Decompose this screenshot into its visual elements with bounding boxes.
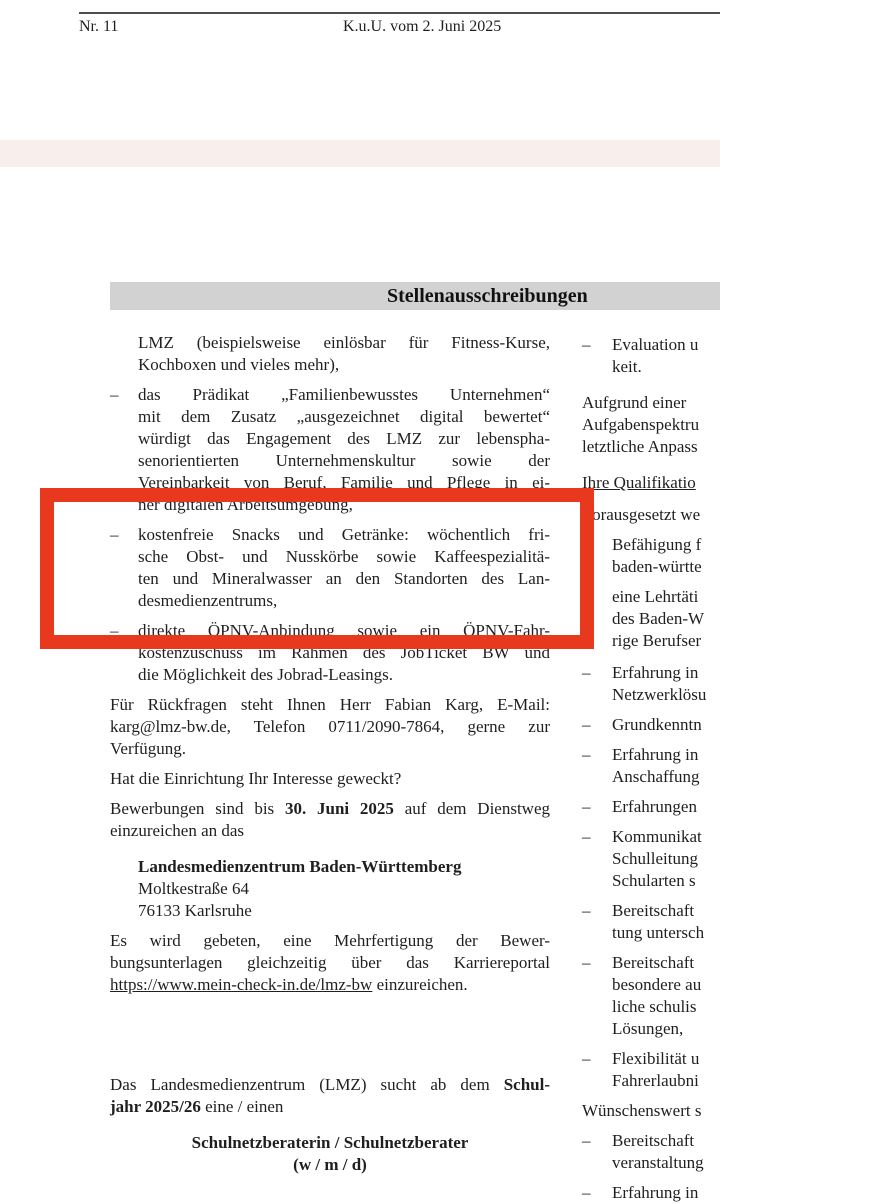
text-fragment: Bereitschaft bbox=[612, 953, 695, 972]
text-line: des Baden-W bbox=[612, 609, 705, 628]
top-band bbox=[0, 140, 720, 167]
text-fragment: einzureichen. bbox=[372, 975, 468, 994]
qualification-item bbox=[582, 744, 882, 788]
bullet-dash: – bbox=[110, 385, 119, 404]
highlight-annotation bbox=[40, 488, 594, 649]
deadline-date: 30. Juni 2025 bbox=[284, 799, 394, 818]
text-fragment: Erfahrung in bbox=[612, 1183, 699, 1202]
job-title-line: Schulnetzberaterin / Schulnetzberater bbox=[191, 1133, 469, 1152]
text-line: Aufgrund einer bbox=[582, 393, 687, 412]
bullet-dash: – bbox=[110, 621, 119, 640]
text-line: Netzwerklösu bbox=[612, 685, 707, 704]
text-line: bungsunterlagen gleichzeitig über das Karriereportal bbox=[110, 953, 550, 972]
text-line: Aufgabenspektru bbox=[582, 415, 700, 434]
text-line bbox=[582, 662, 882, 684]
text-fragment: auf dem Dienstweg bbox=[393, 799, 550, 818]
bullet-dash: – bbox=[582, 1131, 591, 1150]
text-line: Schularten s bbox=[612, 871, 696, 890]
bullet-dash: – bbox=[582, 901, 591, 920]
qualification-item bbox=[582, 796, 882, 818]
text-line: mit dem Zusatz „ausgezeichnet digital bewertet“ bbox=[138, 407, 550, 426]
text-fragment: Bewerbungen sind bis bbox=[110, 799, 285, 818]
text-line: sche Obst- und Nusskörbe sowie Kaffeespezialitä- bbox=[138, 547, 550, 566]
text-line: Schulleitung bbox=[612, 849, 698, 868]
qualification-item bbox=[582, 714, 882, 736]
journal-title: K.u.U. vom 2. Juni 2025 bbox=[343, 18, 502, 35]
header-rule bbox=[79, 12, 720, 14]
qualification-item bbox=[582, 1048, 882, 1092]
text-fragment: Flexibilität u bbox=[612, 1049, 700, 1068]
text-fragment: direkte ÖPNV-Anbindung sowie ein ÖPNV-Fahr- bbox=[138, 621, 550, 640]
text-line bbox=[110, 1096, 550, 1118]
text-line bbox=[582, 744, 882, 766]
text-line: Wünschenswert s bbox=[582, 1101, 702, 1120]
text-line bbox=[582, 1048, 882, 1070]
address-block bbox=[110, 856, 550, 922]
text-line bbox=[582, 826, 882, 848]
text-line: rige Berufser bbox=[612, 631, 702, 650]
paragraph-intro bbox=[110, 332, 550, 376]
text-line bbox=[582, 796, 882, 818]
bullet-dash: – bbox=[110, 525, 119, 544]
text-line: ner digitalen Arbeitsumgebung, bbox=[138, 495, 353, 514]
text-fragment: das Prädikat „Familienbewusstes Unternehmen“ bbox=[138, 385, 550, 404]
text-fragment: Schul- bbox=[503, 1075, 550, 1094]
qualifications-heading bbox=[582, 472, 882, 494]
text-line bbox=[582, 1130, 882, 1152]
qualification-item bbox=[582, 534, 882, 578]
paragraph-interest bbox=[110, 768, 550, 790]
text-fragment: Befähigung f bbox=[612, 535, 702, 554]
qualification-item bbox=[582, 1182, 882, 1204]
section-bar bbox=[110, 282, 720, 310]
text-line: die Möglichkeit des Jobrad-Leasings. bbox=[138, 665, 393, 684]
text-line: ten und Mineralwasser an den Standorten des Lan- bbox=[138, 569, 550, 588]
text-line bbox=[582, 334, 882, 356]
job-title bbox=[110, 1132, 550, 1176]
qualification-item bbox=[582, 826, 882, 892]
text-line bbox=[110, 384, 550, 406]
bullet-dash: – bbox=[582, 663, 591, 682]
text-line: liche schulis bbox=[612, 997, 697, 1016]
address-name: Landesmedienzentrum Baden-Württemberg bbox=[138, 857, 462, 876]
paragraph-apply bbox=[110, 798, 550, 842]
text-fragment: Erfahrungen bbox=[612, 797, 697, 816]
text-line: Hat die Einrichtung Ihr Interesse geweckt? bbox=[110, 769, 402, 788]
text-line: letztliche Anpass bbox=[582, 437, 698, 456]
text-fragment: Evaluation u bbox=[612, 335, 699, 354]
paragraph-voraussetzung bbox=[582, 504, 882, 526]
text-fragment: Bereitschaft bbox=[612, 1131, 695, 1150]
text-fragment: Bereitschaft bbox=[612, 901, 695, 920]
bullet-dash: – bbox=[582, 797, 591, 816]
heading-text: Ihre Qualifikatio bbox=[582, 473, 696, 492]
text-fragment: Grundkenntn bbox=[612, 715, 702, 734]
paragraph-contact bbox=[110, 694, 550, 760]
text-line bbox=[582, 714, 882, 736]
paragraph-vacancy bbox=[110, 1074, 550, 1118]
text-line: Verfügung. bbox=[110, 739, 187, 758]
text-fragment: jahr 2025/26 bbox=[110, 1097, 201, 1116]
right-column bbox=[582, 334, 882, 1204]
text-fragment: eine / einen bbox=[200, 1097, 284, 1116]
job-title-line: (w / m / d) bbox=[293, 1155, 367, 1174]
text-line: würdigt das Engagement des LMZ zur lebenspha- bbox=[138, 429, 550, 448]
text-line: Kochboxen und vieles mehr), bbox=[138, 355, 340, 374]
qualification-item bbox=[582, 662, 882, 706]
portal-url-link[interactable]: https://www.mein-check-in.de/lmz-bw bbox=[110, 975, 373, 994]
text-fragment: Erfahrung in bbox=[612, 663, 699, 682]
left-column bbox=[110, 332, 550, 1176]
text-line: LMZ (beispielsweise einlösbar für Fitness-Kurse, bbox=[138, 333, 550, 352]
paragraph-portal bbox=[110, 930, 550, 996]
text-line: Vorausgesetzt we bbox=[582, 505, 701, 524]
text-line bbox=[582, 534, 882, 556]
text-line bbox=[582, 900, 882, 922]
address-street: Moltkestraße 64 bbox=[138, 879, 249, 898]
text-line: Lösungen, bbox=[612, 1019, 684, 1038]
section-title: Stellenausschreibungen bbox=[387, 285, 588, 307]
masthead bbox=[79, 18, 720, 40]
bullet-dash: – bbox=[582, 827, 591, 846]
text-line: besondere au bbox=[612, 975, 702, 994]
text-fragment: eine Lehrtäti bbox=[612, 587, 699, 606]
text-fragment: Das Landesmedienzentrum (LMZ) sucht ab dem bbox=[110, 1075, 504, 1094]
bullet-dash: – bbox=[582, 1183, 591, 1202]
qualification-item bbox=[582, 952, 882, 1040]
column-gap bbox=[110, 996, 550, 1074]
text-fragment: Kommunikat bbox=[612, 827, 702, 846]
text-line bbox=[110, 1074, 550, 1096]
bullet-dash: – bbox=[582, 335, 591, 354]
text-line: Anschaffung bbox=[612, 767, 700, 786]
text-line: einzureichen an das bbox=[110, 821, 245, 840]
text-line: keit. bbox=[612, 357, 642, 376]
qualification-item bbox=[582, 1130, 882, 1174]
bullet-dash: – bbox=[582, 953, 591, 972]
qualification-item bbox=[582, 334, 882, 378]
text-line: desmedienzentrums, bbox=[138, 591, 278, 610]
address-city: 76133 Karlsruhe bbox=[138, 901, 252, 920]
text-line bbox=[582, 1182, 882, 1204]
text-line: kostenzuschuss im Rahmen des JobTicket BW und bbox=[138, 643, 550, 662]
text-line: tung untersch bbox=[612, 923, 705, 942]
paragraph-aufgrund bbox=[582, 392, 882, 458]
bullet-dash: – bbox=[582, 587, 591, 606]
text-line bbox=[582, 586, 882, 608]
bullet-dash: – bbox=[582, 535, 591, 554]
text-fragment: kostenfreie Snacks und Getränke: wöchentlich fri- bbox=[138, 525, 550, 544]
text-line bbox=[582, 952, 882, 974]
issue-number: Nr. 11 bbox=[79, 18, 119, 35]
bullet-dash: – bbox=[582, 1049, 591, 1068]
paragraph-wuenschenswert bbox=[582, 1100, 882, 1122]
text-line: Es wird gebeten, eine Mehrfertigung der Bewer- bbox=[110, 931, 550, 950]
qualification-item bbox=[582, 586, 882, 652]
text-line bbox=[110, 974, 550, 996]
qualification-item bbox=[582, 900, 882, 944]
text-line: karg@lmz-bw.de, Telefon 0711/2090-7864, gerne zur bbox=[110, 717, 550, 736]
text-line: Vereinbarkeit von Beruf, Familie und Pflege in ei- bbox=[138, 473, 550, 492]
bullet-dash: – bbox=[582, 745, 591, 764]
text-line: veranstaltung bbox=[612, 1153, 704, 1172]
bullet-dash: – bbox=[582, 715, 591, 734]
text-fragment: Erfahrung in bbox=[612, 745, 699, 764]
text-line bbox=[110, 798, 550, 820]
text-line: Für Rückfragen steht Ihnen Herr Fabian Karg, E-Mail: bbox=[110, 695, 550, 714]
text-line: senorientierten Unternehmenskultur sowie der bbox=[138, 451, 550, 470]
text-line: baden-württe bbox=[612, 557, 702, 576]
text-line: Fahrerlaubni bbox=[612, 1071, 699, 1090]
